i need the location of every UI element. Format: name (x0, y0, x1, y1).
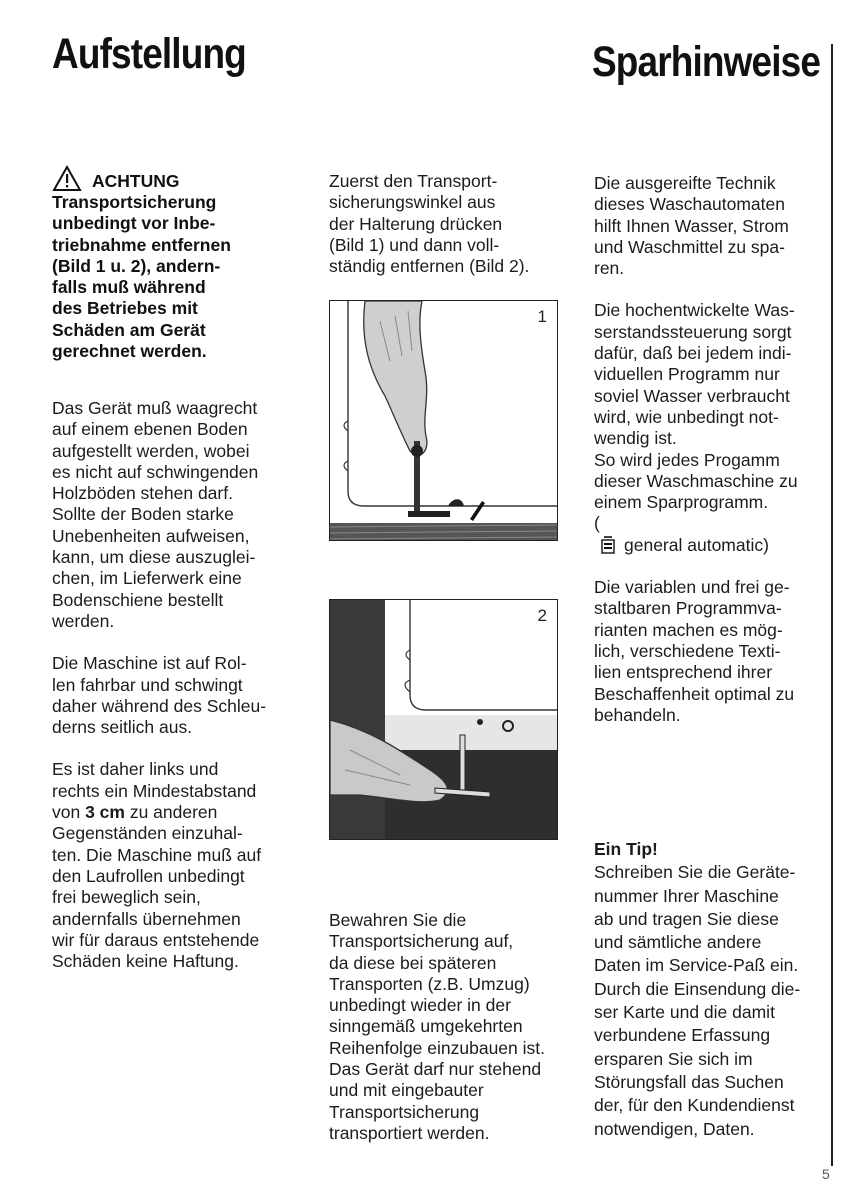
figure-2-number: 2 (537, 606, 547, 625)
tip-box (594, 838, 824, 1141)
paragraph-level-floor: Das Gerät muß waagrecht auf einem ebenen Boden aufgestellt werden, wobei es nicht auf schwingenden Holzböden stehen darf. Sollte der Boden starke Unebenheiten aufweisen, kann, um diese auszuglei- chen, im Lieferwerk eine Bodenschiene bestellt werden. (52, 398, 259, 631)
middle-instructions (329, 171, 579, 277)
washing-machine-icon (600, 536, 616, 554)
warning-label: ACHTUNG (92, 171, 180, 191)
page-title-aufstellung: Aufstellung (52, 30, 246, 78)
figure-1-illustration (330, 301, 558, 541)
left-column (52, 398, 312, 972)
tip-text: Schreiben Sie die Geräte- nummer Ihrer Maschine ab und tragen Sie diese und sämtliche andere Daten im Service-Paß ein. Durch die Einsendung die- ser Karte und die damit verbundene Erfassung ersparen Sie sich im Störungsfall das Suchen der, für den Kundendienst notwendigen, Daten. (594, 862, 801, 1139)
paragraph-program-variants: Die variablen und frei ge- staltbaren Programmva- rianten machen es mög- lich, verschiedene Texti- lien entsprechend ihrer Beschaffenheit optimal zu behandeln. (594, 577, 795, 725)
program-reference (594, 513, 824, 556)
paragraph-keep-bracket: Bewahren Sie die Transportsicherung auf, da diese bei späteren Transporten (z.B. Umzug) unbedingt wieder in der sinngemäß umgekehrten Reihenfolge einzubauen ist. Das Gerät darf nur stehend und mit eingebauter Transportsicherung transportiert werden. (329, 910, 545, 1143)
middle-storage (329, 910, 589, 1144)
margin-rule (831, 44, 833, 1166)
program-reference-open: ( (594, 513, 600, 534)
tip-title: Ein Tip! (594, 839, 658, 859)
clearance-text-before: Es ist daher links und rechts ein Mindestabstand von (52, 759, 257, 823)
page-number: 5 (822, 1166, 830, 1182)
figure-1-number: 1 (537, 307, 547, 326)
figure-2 (329, 599, 558, 840)
paragraph-rollers: Die Maschine ist auf Rol- len fahrbar und schwingt daher während des Schleu- derns seitlich aus. (52, 653, 267, 738)
warning-text: Transportsicherung unbedingt vor Inbe- triebnahme entfernen (Bild 1 u. 2), andern- falls muß während des Betriebes mit Schäden am Gerät gerechnet werden. (52, 192, 231, 362)
paragraph-clearance (52, 759, 312, 972)
page-title-sparhinweise: Sparhinweise (592, 38, 821, 86)
right-column (594, 173, 824, 726)
paragraph-remove-bracket: Zuerst den Transport- sicherungswinkel aus der Halterung drücken (Bild 1) und dann voll- ständig entfernen (Bild 2). (329, 171, 530, 277)
warning-box (52, 162, 312, 362)
clearance-text-after: zu anderen Gegenständen einzuhal- ten. Die Maschine muß auf den Laufrollen unbedingt frei beweglich sein, andernfalls übernehmen wir für daraus entstehende Schäden keine Haftung. (52, 802, 262, 972)
figure-2-illustration (330, 600, 558, 840)
figure-1 (329, 300, 558, 541)
program-reference-text: general automatic) (624, 534, 769, 555)
clearance-distance: 3 cm (85, 802, 125, 823)
paragraph-technology: Die ausgereifte Technik dieses Waschautomaten hilft Ihnen Wasser, Strom und Waschmittel zu spa- ren. (594, 173, 789, 279)
paragraph-water-control: Die hochentwickelte Was- serstandssteuerung sorgt dafür, daß bei jedem indi- viduellen Programm nur soviel Wasser verbraucht wird, wie unbedingt not- wendig ist. So wird jedes Progamm dieser Waschmaschine zu einem Sparprogramm. (594, 300, 798, 513)
warning-triangle-icon (52, 165, 82, 192)
